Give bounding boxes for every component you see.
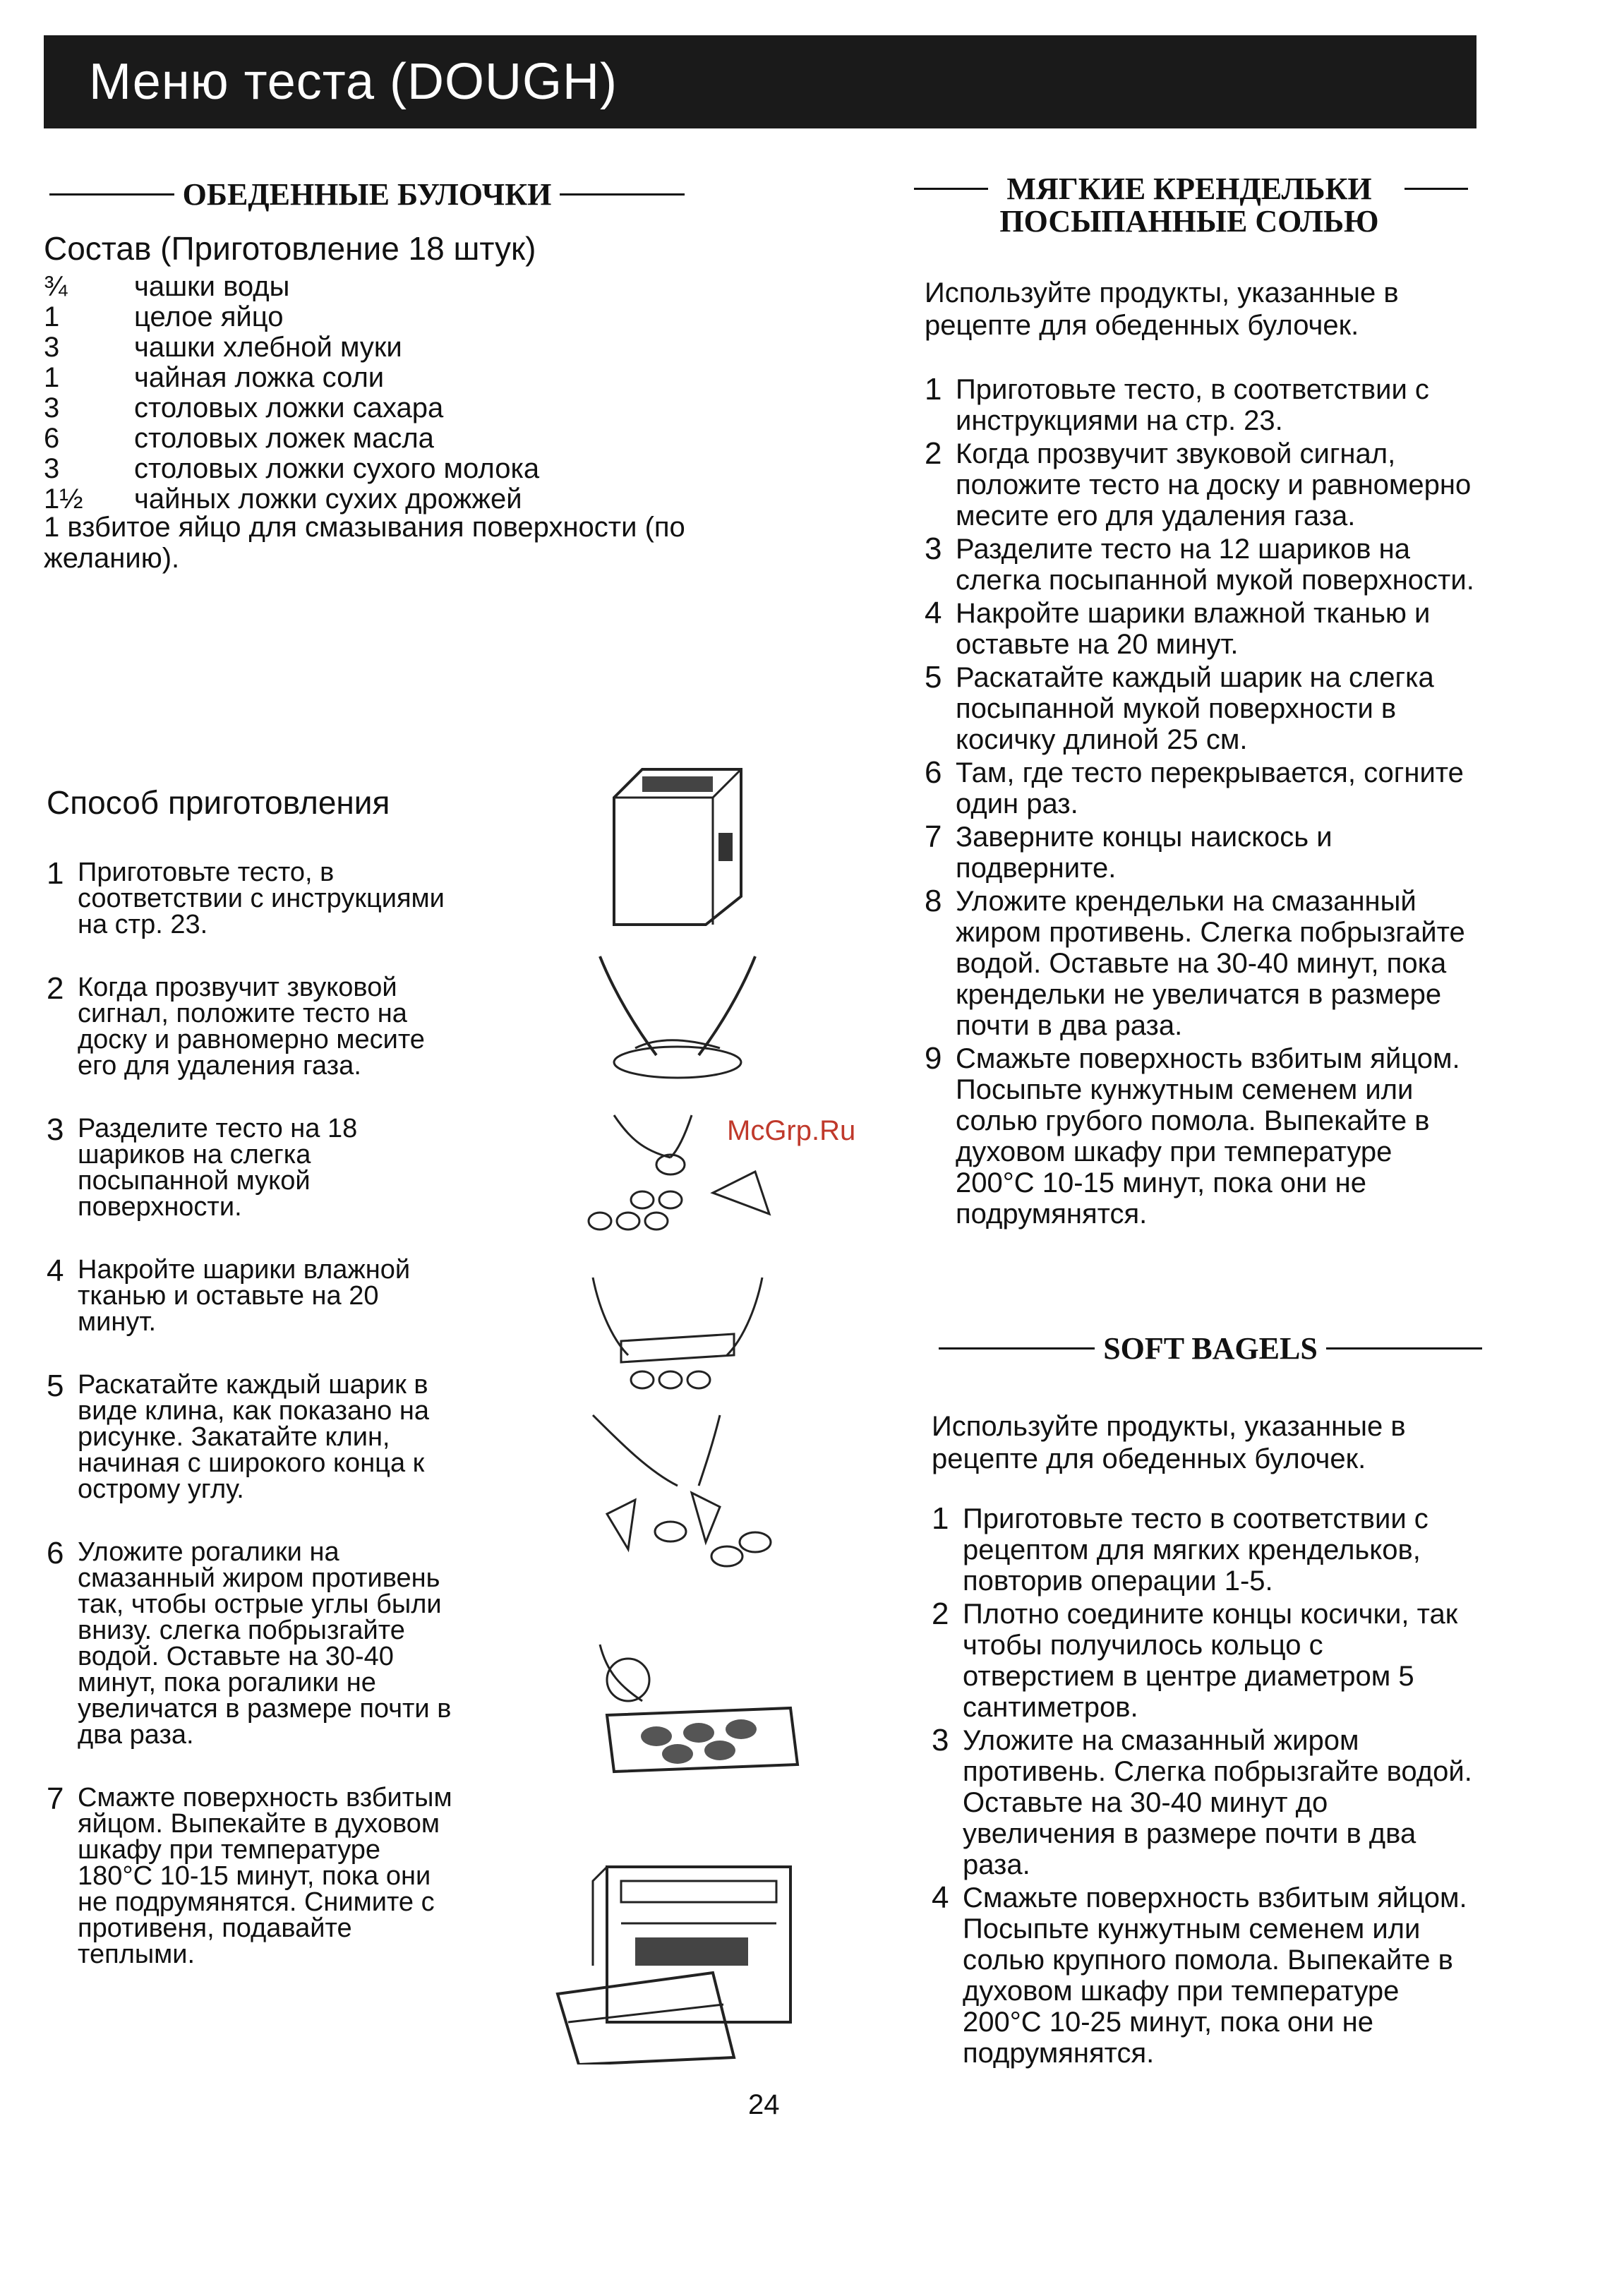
step-text: Раскатайте каждый шарик в виде клина, как показано на рисунке. Закатайте клин, начиная с широкого конца к острому углу. [78, 1370, 429, 1504]
step-number: 2 [925, 436, 942, 471]
ingredient-qty: 1½ [44, 483, 83, 515]
pretzels-steps [925, 374, 1475, 1232]
ingredient-row [44, 393, 721, 423]
pretzels-heading-line1: МЯГКИЕ КРЕНДЕЛЬКИ [1006, 172, 1372, 206]
step-text: Плотно соедините концы косички, так чтобы получилось кольцо с отверстием в центре диаметром 5 сантиметров. [963, 1599, 1458, 1723]
list-item [47, 856, 452, 939]
ingredient-qty: 1 [44, 362, 60, 393]
ingredient-row [44, 454, 721, 484]
bagels-heading [939, 1330, 1482, 1366]
baking-tray-illustration [586, 1602, 812, 1786]
step-number: 7 [925, 819, 942, 854]
step-number: 5 [47, 1369, 64, 1403]
step-number: 3 [932, 1723, 949, 1757]
list-item [932, 1725, 1482, 1880]
step-number: 2 [47, 971, 64, 1006]
pretzels-heading-line2: ПОСЫПАННЫЕ СОЛЬЮ [999, 204, 1379, 239]
bread-maker-illustration [600, 755, 755, 939]
ingredient-item: столовых ложки сахара [134, 392, 444, 423]
dinner-rolls-heading-text: ОБЕДЕННЫЕ БУЛОЧКИ [182, 177, 552, 212]
step-text: Там, где тесто перекрывается, согните один раз. [956, 757, 1464, 819]
list-item [925, 886, 1475, 1041]
ingredient-item: столовых ложек масла [134, 423, 434, 454]
list-item [925, 438, 1475, 531]
list-item [932, 1882, 1482, 2069]
ingredient-row [44, 484, 721, 515]
step-text: Разделите тесто на 12 шариков на слегка посыпанной мукой поверхности. [956, 534, 1474, 596]
list-item [932, 1599, 1482, 1723]
step-number: 1 [47, 856, 64, 891]
oven-illustration [551, 1853, 819, 2064]
bagels-intro: Используйте продукты, указанные в рецепте для обеденных булочек. [932, 1411, 1406, 1474]
ingredient-item: столовых ложки сухого молока [134, 453, 540, 484]
step-number: 8 [925, 884, 942, 918]
step-number: 7 [47, 1781, 64, 1816]
list-item [47, 1112, 452, 1222]
step-text: Уложите на смазанный жиром противень. Слегка побрызгайте водой. Оставьте на 30-40 минут до увеличения в размере почти в два раза. [963, 1725, 1472, 1880]
step-text: Приготовьте тесто, в соответствии с инструкциями на стр. 23. [956, 374, 1429, 436]
ingredient-item: чайных ложки сухих дрожжей [134, 483, 522, 515]
bagels-heading-text: SOFT BAGELS [1103, 1331, 1318, 1366]
pretzels-intro: Используйте продукты, указанные в рецепте для обеденных булочек. [925, 277, 1399, 341]
dinner-rolls-heading [49, 176, 685, 212]
step-text: Приготовьте тесто, в соответствии с инструкциями на стр. 23. [78, 858, 445, 939]
kneading-hands-illustration [586, 949, 769, 1090]
heading-rule [939, 1347, 1095, 1350]
ingredient-qty: 3 [44, 332, 60, 363]
step-text: Накройте шарики влажной тканью и оставьте на 20 минут. [956, 598, 1431, 660]
ingredient-item: чашки воды [134, 271, 290, 302]
list-item [47, 1369, 452, 1504]
step-number: 4 [925, 596, 942, 630]
ingredient-qty: ¾ [44, 271, 68, 302]
page-number: 24 [748, 2089, 780, 2120]
list-item [47, 1536, 452, 1750]
watermark: McGrp.Ru [727, 1115, 856, 1146]
step-number: 6 [47, 1536, 64, 1570]
ingredient-item: чашки хлебной муки [134, 332, 402, 363]
ingredients-note: 1 взбитое яйцо для смазывания поверхности (по желанию). [44, 512, 685, 574]
dinner-rolls-steps [47, 856, 452, 1969]
step-text: Заверните концы наискось и подверните. [956, 822, 1333, 884]
ingredients-list [44, 272, 721, 515]
ingredient-item: чайная ложка соли [134, 362, 385, 393]
method-title: Способ приготовления [47, 784, 390, 821]
list-item [47, 1781, 452, 1969]
heading-rule [1326, 1347, 1482, 1350]
step-number: 5 [925, 660, 942, 695]
step-number: 2 [932, 1597, 949, 1631]
step-number: 9 [925, 1041, 942, 1076]
heading-rule [560, 193, 685, 196]
step-number: 6 [925, 755, 942, 790]
step-number: 1 [932, 1501, 949, 1536]
step-text: Накройте шарики влажной тканью и оставьте на 20 минут. [78, 1255, 411, 1337]
ingredient-qty: 3 [44, 392, 60, 423]
ingredient-row [44, 302, 721, 332]
heading-rule [1404, 188, 1468, 190]
step-number: 4 [47, 1254, 64, 1288]
step-text: Смажьте поверхность взбитым яйцом. Посыпьте кунжутным семенем или солью крупного помола. Выпекайте в духовом шкафу при температуре 200°С 10-25 минут, пока они не подрумянятся. [963, 1882, 1467, 2069]
ingredient-qty: 3 [44, 453, 60, 484]
step-text: Когда прозвучит звуковой сигнал, положите тесто на доску и равномерно месите его для удаления газа. [956, 438, 1472, 531]
list-item [925, 1043, 1475, 1230]
ingredient-row [44, 332, 721, 363]
step-text: Смажьте поверхность взбитым яйцом. Посыпьте кунжутным семенем или солью грубого помола. Выпекайте в духовом шкафу при температуре 200°С 10-15 минут, пока они не подрумянятся. [956, 1043, 1460, 1230]
list-item [47, 971, 452, 1081]
ingredient-row [44, 423, 721, 454]
list-item [925, 662, 1475, 755]
heading-rule [49, 193, 174, 196]
list-item [925, 598, 1475, 660]
list-item [925, 819, 1475, 884]
step-text: Уложите рогалики на смазанный жиром противень так, чтобы острые углы были внизу. слегка побрызгайте водой. Оставьте на 30-40 минут, пока рогалики не увеличатся в размере почти в два раза. [78, 1537, 452, 1750]
page-header-banner [44, 35, 1476, 128]
heading-rule [914, 188, 988, 190]
list-item [925, 374, 1475, 436]
list-item [925, 757, 1475, 819]
covering-dough-illustration [586, 1263, 769, 1398]
list-item [925, 531, 1475, 596]
step-text: Раскатайте каждый шарик на слегка посыпанной мукой поверхности в косичку длиной 25 см. [956, 662, 1434, 755]
ingredient-qty: 1 [44, 301, 60, 332]
step-number: 4 [932, 1880, 949, 1915]
ingredient-qty: 6 [44, 423, 60, 454]
step-text: Приготовьте тесто в соответствии с рецептом для мягких крендельков, повторив операции 1-5. [963, 1503, 1428, 1597]
ingredient-item: целое яйцо [134, 301, 284, 332]
ingredient-row [44, 272, 721, 302]
list-item [47, 1254, 452, 1337]
pretzels-heading [910, 173, 1468, 238]
bagels-steps [932, 1503, 1482, 2071]
step-text: Разделите тесто на 18 шариков на слегка посыпанной мукой поверхности. [78, 1114, 358, 1222]
step-number: 1 [925, 372, 942, 407]
step-number: 3 [47, 1112, 64, 1147]
step-number: 3 [925, 531, 942, 566]
step-text: Когда прозвучит звуковой сигнал, положите тесто на доску и равномерно месите его для удаления газа. [78, 973, 425, 1081]
rolling-crescents-illustration [579, 1408, 805, 1570]
page-title: Меню теста (DOUGH) [89, 54, 618, 110]
ingredients-title: Состав (Приготовление 18 штук) [44, 230, 536, 267]
step-text: Смажте поверхность взбитым яйцом. Выпекайте в духовом шкафу при температуре 180°С 10-15 минут, пока они не подрумянятся. Снимите с противеня, подавайте теплыми. [78, 1783, 452, 1969]
step-text: Уложите крендельки на смазанный жиром противень. Слегка побрызгайте водой. Оставьте на 30-40 минут, пока крендельки не увеличатся в размере почти в два раза. [956, 886, 1465, 1041]
ingredient-row [44, 363, 721, 393]
list-item [932, 1503, 1482, 1597]
